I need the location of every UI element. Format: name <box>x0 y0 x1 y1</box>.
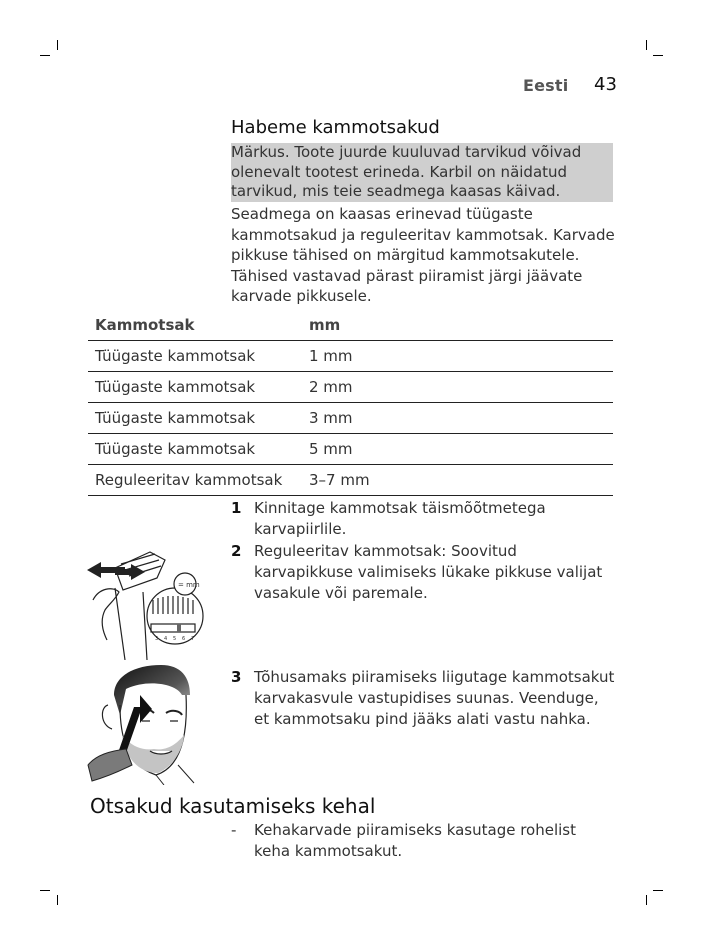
step-number: 2 <box>231 542 242 560</box>
bullet-text: Kehakarvade piiramiseks kasutage rohelist keha kammotsakut. <box>254 821 577 860</box>
table-row <box>88 403 613 434</box>
step-2 <box>231 541 616 604</box>
cell-mm: 2 mm <box>302 372 613 403</box>
crop-mark <box>40 890 50 891</box>
column-header-mm: mm <box>302 310 613 341</box>
cell-comb: Tüügaste kammotsak <box>88 434 302 465</box>
crop-mark <box>57 895 58 905</box>
table-header-row <box>88 310 613 341</box>
intro-paragraph: Seadmega on kaasas erinevad tüügaste kammotsakud ja reguleeritav kammotsak. Karvade pikkuse tähised on märgitud kammotsakutele. Tähised vastavad pärast piiramist järgi jäävate karvade pikkusele. <box>231 205 615 305</box>
cell-comb: Tüügaste kammotsak <box>88 372 302 403</box>
bullet-item <box>231 820 616 862</box>
note-box: Märkus. Toote juurde kuuluvad tarvikud võivad olenevalt tootest erineda. Karbil on näidatud tarvikud, mis teie seadmega kaasas käivad. <box>231 143 613 202</box>
step-3 <box>231 667 616 730</box>
header-language: Eesti <box>523 76 569 95</box>
crop-mark <box>57 40 58 50</box>
cell-mm: 3–7 mm <box>302 465 613 496</box>
section-title-body-attachments: Otsakud kasutamiseks kehal <box>90 794 376 818</box>
cell-comb: Tüügaste kammotsak <box>88 403 302 434</box>
bullet-marker: - <box>231 821 237 839</box>
cell-comb: Reguleeritav kammotsak <box>88 465 302 496</box>
section-title-beard-combs: Habeme kammotsakud <box>231 117 440 138</box>
page-number: 43 <box>594 74 617 95</box>
scale-mark: 7 <box>191 636 195 642</box>
comb-mm-label: = mm <box>178 581 200 589</box>
step-text: Kinnitage kammotsak täismõõtmetega karvapiirlile. <box>254 499 546 538</box>
comb-length-table <box>88 310 613 496</box>
adjustable-comb-illustration <box>85 548 215 660</box>
step-text: Reguleeritav kammotsak: Soovitud karvapikkuse valimiseks lükake pikkuse valijat vasakule või paremale. <box>254 542 603 602</box>
beard-trimming-illustration <box>86 665 211 785</box>
scale-mark: 3 <box>155 636 159 642</box>
cell-comb: Tüügaste kammotsak <box>88 341 302 372</box>
crop-mark <box>653 890 663 891</box>
step-1 <box>231 498 616 540</box>
table-row <box>88 434 613 465</box>
table-row <box>88 465 613 496</box>
step-number: 3 <box>231 668 242 686</box>
crop-mark <box>646 40 647 50</box>
scale-mark: 4 <box>164 636 168 642</box>
column-header-comb: Kammotsak <box>88 310 302 341</box>
crop-mark <box>646 895 647 905</box>
cell-mm: 3 mm <box>302 403 613 434</box>
crop-mark <box>653 55 663 56</box>
crop-mark <box>40 55 50 56</box>
table-row <box>88 372 613 403</box>
scale-mark: 6 <box>182 636 186 642</box>
cell-mm: 1 mm <box>302 341 613 372</box>
table-row <box>88 341 613 372</box>
scale-mark: 5 <box>173 636 177 642</box>
step-text: Tõhusamaks piiramiseks liigutage kammotsakut karvakasvule vastupidises suunas. Veenduge, et kammotsaku pind jääks alati vastu nahka. <box>254 668 615 728</box>
cell-mm: 5 mm <box>302 434 613 465</box>
step-number: 1 <box>231 499 242 517</box>
